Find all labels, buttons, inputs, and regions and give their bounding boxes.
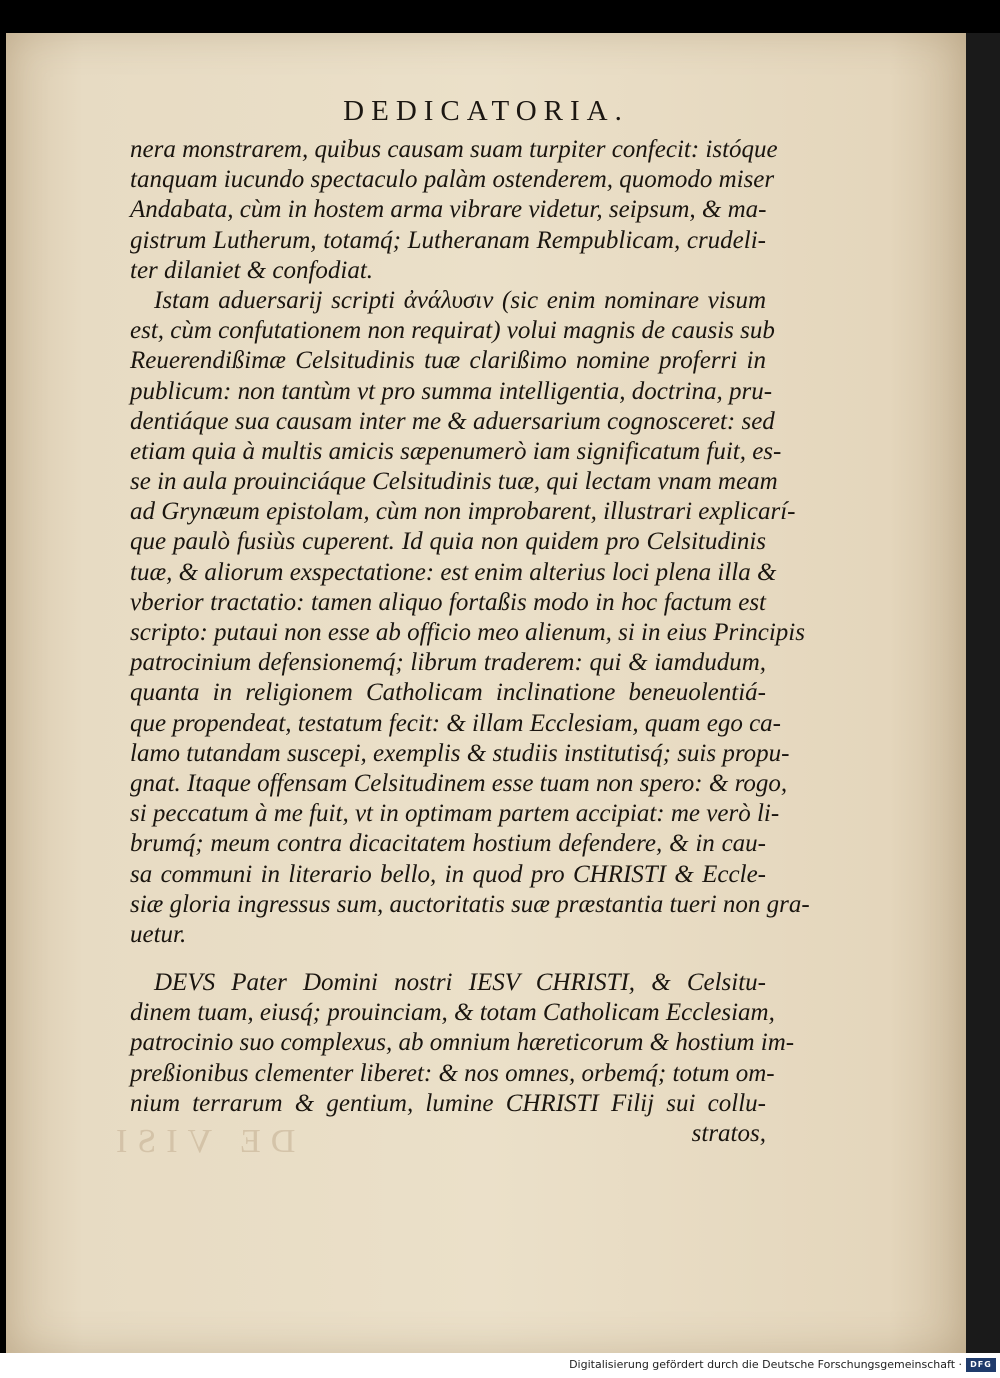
dfg-logo-icon: DFG — [966, 1358, 996, 1372]
text-line: tuæ, & aliorum exspectatione: est enim alterius loci plena illa & — [130, 558, 777, 586]
text-line: siæ gloria ingressus sum, auctoritatis suæ præstantia tueri non gra- — [130, 890, 810, 918]
text-line: ad Grynæum epistolam, cùm non improbarent, illustrari explicarí- — [130, 498, 796, 526]
text-line: etiam quia à multis amicis sæpenumerò iam significatum fuit, es- — [130, 437, 782, 465]
text-line: tanquam iucundo spectaculo palàm ostenderem, quomodo miser — [130, 166, 775, 194]
scan-border — [966, 33, 1000, 1353]
text-line: dentiáque sua causam inter me & aduersarium cognosceret: sed — [130, 407, 775, 435]
text-line: ter dilaniet & confodiat. — [130, 256, 374, 284]
text-line: preßionibus clementer liberet: & nos omnes, orbemq́; totum om- — [130, 1059, 775, 1087]
text-line: quanta in religionem Catholicam inclinatione beneuolentiá- — [130, 679, 766, 707]
text-line: gistrum Lutherum, totamq́; Lutheranam Rempublicam, crudeli- — [130, 226, 766, 254]
text-line: vberior tractatio: tamen aliquo fortaßis modo in hoc factum est — [130, 588, 766, 616]
text-line: Istam aduersarij scripti ἀνάλυσιν (sic enim nominare visum — [154, 286, 766, 314]
text-line: DEVS Pater Domini nostri IESV CHRISTI, & Celsitu- — [154, 969, 766, 997]
text-line: est, cùm confutationem non requirat) volui magnis de causis sub — [130, 317, 775, 345]
text-line: lamo tutandam suscepi, exemplis & studiis institutisq́; suis propu- — [130, 739, 790, 767]
text-line: que paulò fusiùs cuperent. Id quia non quidem pro Celsitudinis — [130, 528, 766, 556]
page-header: DEDICATORIA. — [343, 95, 629, 127]
text-line: nium terrarum & gentium, lumine CHRISTI Filij sui collu- — [130, 1089, 766, 1117]
text-line: sa communi in literario bello, in quod pro CHRISTI & Eccle- — [130, 860, 766, 888]
text-line: se in aula prouinciáque Celsitudinis tuæ, qui lectam vnam meam — [130, 468, 778, 496]
text-line: dinem tuam, eiusq́; prouinciam, & totam Catholicam Ecclesiam, — [130, 999, 775, 1027]
text-line: scripto: putaui non esse ab officio meo alienum, si in eius Principis — [130, 619, 805, 646]
body-text — [130, 135, 810, 1149]
text-line: uetur. — [130, 920, 187, 948]
catchword: stratos, — [691, 1120, 766, 1147]
text-line: Reuerendißimæ Celsitudinis tuæ clarißimo nomine proferri in — [130, 347, 766, 375]
text-line: brumq́; meum contra dicacitatem hostium defendere, & in cau- — [130, 830, 766, 858]
text-line: nera monstrarem, quibus causam suam turpiter confecit: istóque — [130, 136, 778, 163]
text-line: Andabata, cùm in hostem arma vibrare videtur, seipsum, & ma- — [130, 196, 767, 224]
text-line: publicum: non tantùm vt pro summa intelligentia, doctrina, pru- — [130, 377, 773, 405]
paragraph-gap — [130, 950, 766, 968]
book-page — [6, 33, 966, 1353]
text-line: patrocinio suo complexus, ab omnium hæreticorum & hostium im- — [130, 1029, 795, 1057]
text-line: gnat. Itaque offensam Celsitudinem esse tuam non spero: & rogo, — [130, 769, 788, 797]
text-line: que propendeat, testatum fecit: & illam Ecclesiam, quam ego ca- — [130, 709, 782, 737]
text-line: si peccatum à me fuit, vt in optimam partem accipiat: me verò li- — [130, 800, 780, 828]
footer-bar — [0, 1353, 1000, 1378]
text-line: patrocinium defensionemq́; librum traderem: qui & iamdudum, — [130, 649, 766, 677]
funding-notice: Digitalisierung gefördert durch die Deutsche Forschungsgemeinschaft · — [569, 1358, 962, 1371]
bleed-through-text: DE VISI — [106, 1123, 296, 1160]
